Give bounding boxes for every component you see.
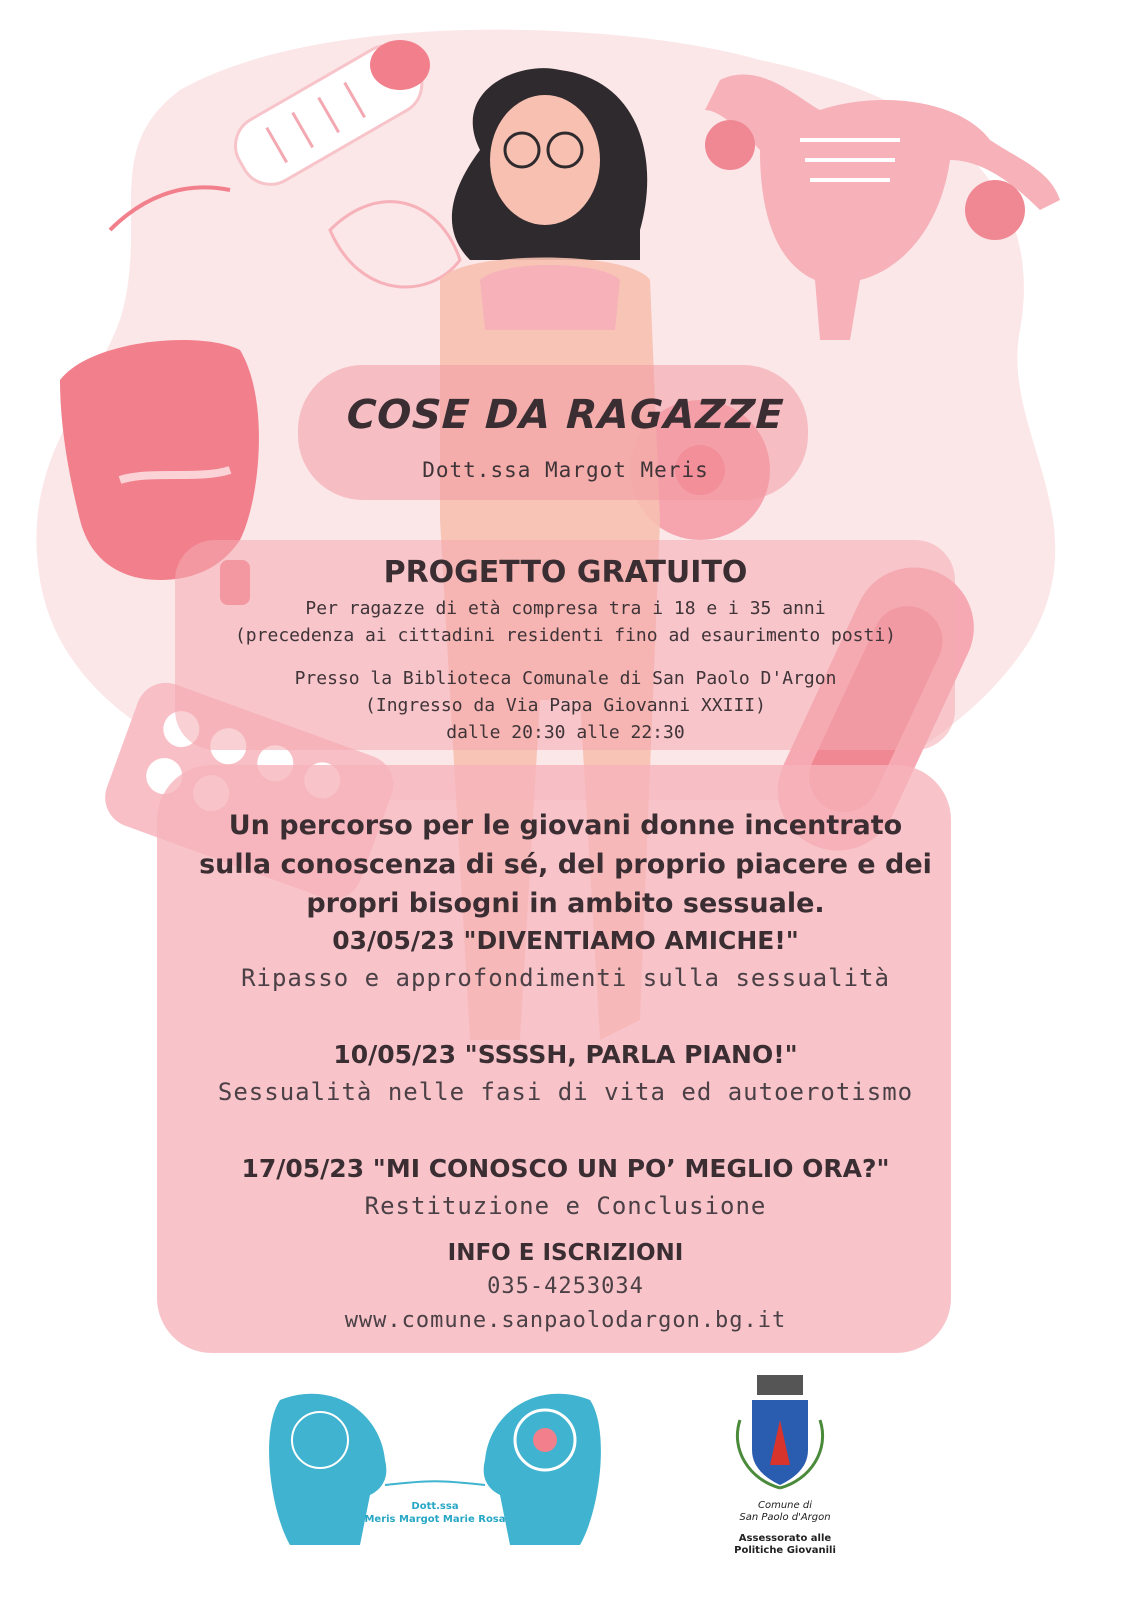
event-2-title: 10/05/23 "SSSSH, PARLA PIANO!": [333, 1040, 798, 1069]
website-link[interactable]: www.comune.sanpaolodargon.bg.it: [344, 1308, 787, 1333]
logo-left-line1: Dott.ssa: [411, 1501, 459, 1512]
age-info: Per ragazze di età compresa tra i 18 e i 35 anni: [305, 598, 826, 619]
psychologist-logo-text: [355, 1500, 515, 1526]
time-info: dalle 20:30 alle 22:30: [446, 722, 685, 743]
phone-number[interactable]: 035-4253034: [487, 1274, 644, 1299]
municipality-crest-icon: [737, 1375, 822, 1488]
drop-shape: [370, 40, 430, 90]
project-title: PROGETTO GRATUITO: [383, 555, 748, 590]
municipality-name: [705, 1500, 865, 1524]
event-title: COSE DA RAGAZZE: [345, 392, 786, 438]
location-info: Presso la Biblioteca Comunale di San Paolo D'Argon: [294, 668, 837, 689]
comune-line1: Comune di: [758, 1500, 812, 1511]
assess-line1: Assessorato alle: [738, 1533, 832, 1544]
event-2-subtitle: Sessualità nelle fasi di vita ed autoerotismo: [217, 1078, 914, 1106]
event-1-title: 03/05/23 "DIVENTIAMO AMICHE!": [332, 926, 799, 955]
event-1-subtitle: Ripasso e approfondimenti sulla sessualità: [241, 964, 890, 992]
doctor-name: Dott.ssa Margot Meris: [422, 458, 709, 482]
entrance-info: (Ingresso da Via Papa Giovanni XXIII): [365, 695, 766, 716]
info-title: INFO E ISCRIZIONI: [447, 1240, 684, 1266]
assess-line2: Politiche Giovanili: [734, 1545, 836, 1556]
department-name: [705, 1533, 865, 1557]
priority-info: (precedenza ai cittadini residenti fino ad esaurimento posti): [234, 625, 897, 646]
event-3-subtitle: Restituzione e Conclusione: [364, 1192, 767, 1220]
comune-line2: San Paolo d'Argon: [739, 1512, 831, 1523]
event-3-title: 17/05/23 "MI CONOSCO UN PO’ MEGLIO ORA?": [241, 1154, 890, 1183]
course-description: Un percorso per le giovani donne incentrato sulla conoscenza di sé, del proprio piacere e dei propri bisogni in ambito sessuale.: [199, 810, 932, 919]
logo-left-line2: Meris Margot Marie Rosa: [364, 1514, 506, 1525]
